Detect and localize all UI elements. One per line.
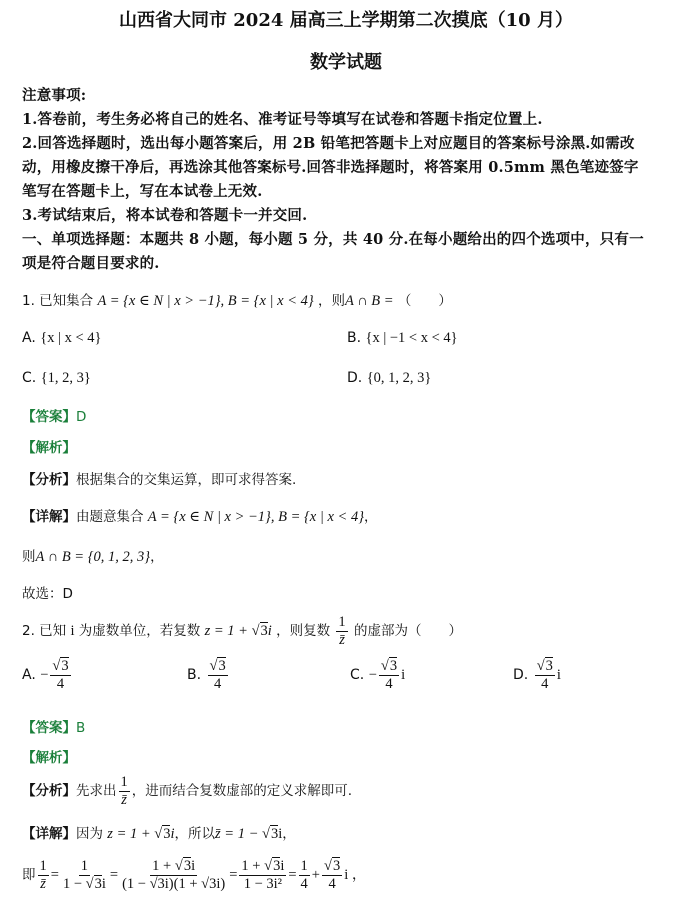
frac-num: 3	[332, 858, 341, 874]
section-heading-a: 一、单项选择题：本题共 8 小题，每小题 5 分，共 40 分.在每小题给出的四个选项中，只有一	[22, 231, 644, 248]
option-label: D.	[513, 667, 529, 684]
section-heading-b: 项是符合题目要求的.	[22, 255, 160, 272]
frac-num-sqrt: 3	[273, 858, 281, 874]
answer-tag: 【答案】	[22, 720, 76, 736]
fenxi-tag: 【分析】	[22, 783, 76, 800]
xiangjie-text-c: ，	[282, 826, 296, 842]
option-value: {1, 2, 3}	[40, 370, 91, 386]
option-sign: −	[368, 667, 377, 684]
option-label: C.	[350, 667, 365, 684]
frac-den: 1 − 3i²	[243, 875, 283, 892]
frac-num: 3	[218, 658, 226, 674]
deriv-frac-1	[38, 858, 49, 892]
q1-suffix: ，则	[317, 293, 345, 309]
xiangjie-i2: i	[278, 826, 283, 842]
xiangjie-zbar: z̄ = 1 −	[215, 826, 262, 842]
frac-num: 1 +	[152, 858, 175, 874]
q1-paren: （ ）	[397, 293, 452, 309]
q2-mid2: ，则复数	[276, 623, 331, 640]
q1-stem	[22, 289, 452, 310]
answer-tag: 【答案】	[22, 409, 76, 425]
frac-num: 1 +	[241, 858, 265, 874]
xiangjie-i: i	[170, 826, 175, 842]
q1-choose: 故选：D	[22, 586, 73, 602]
deriv-frac-5	[299, 858, 310, 892]
frac-den: 4	[214, 675, 222, 692]
q1-prefix: 1. 已知集合	[22, 293, 94, 309]
option-value: {x | −1 < x < 4}	[365, 330, 458, 346]
q2-sqrt3: 3	[260, 623, 268, 640]
frac-den: z̄	[40, 875, 46, 892]
q1-analysis-tag	[22, 436, 76, 456]
q1-xiangjie	[22, 505, 378, 526]
q1-then	[22, 545, 164, 566]
derivation-ji: 即	[22, 867, 36, 884]
frac-num: 1	[300, 858, 308, 874]
option-label: A.	[22, 667, 36, 684]
frac-den: z̄	[121, 791, 127, 808]
q2-answer	[22, 716, 85, 736]
q1-option-b	[347, 330, 458, 347]
frac-den: 4	[300, 875, 308, 892]
xiangjie-end: ，	[364, 509, 378, 525]
option-fraction: $\frac{√3}{4}$	[536, 658, 553, 692]
q2-prefix: 2. 已知	[22, 623, 67, 640]
frac-den: (1 − √3i)(1 + √3i)	[122, 875, 226, 892]
then-end: ，	[150, 549, 164, 565]
q1-option-a	[22, 330, 101, 347]
option-fraction: $\frac{√3}{4}$	[380, 658, 398, 692]
analysis-tag: 【解析】	[22, 440, 76, 456]
frac-den: 1 −	[62, 875, 86, 892]
frac-num: 1	[120, 774, 128, 790]
xiangjie-tag: 【详解】	[22, 509, 76, 525]
deriv-frac-2: $\frac{1}{1 - √3i}$	[62, 858, 106, 892]
frac-num: 3	[61, 658, 69, 674]
q2-option-c	[350, 658, 405, 692]
frac-num: 3	[545, 658, 553, 674]
xiangjie-text-b: ，所以	[174, 826, 216, 842]
option-sign: −	[40, 667, 49, 684]
derivation-tail: i ，	[344, 867, 367, 884]
then-text: 则	[22, 549, 36, 565]
analysis-tag: 【解析】	[22, 750, 76, 766]
q2-option-d	[513, 658, 561, 692]
frac-den-i: i	[101, 875, 106, 892]
fenxi-text-b: ，进而结合复数虚部的定义求解即可.	[131, 783, 353, 800]
frac-num-sqrt: 3	[183, 858, 192, 874]
exam-title: 山西省大同市 2024 届高三上学期第二次摸底（10 月）	[119, 10, 573, 31]
frac-den: 4	[328, 875, 336, 892]
equals-2: =	[109, 867, 119, 884]
xiangjie-expr: A = {x ∈ N | x > −1}, B = {x | x < 4}	[147, 509, 364, 525]
option-label: A.	[22, 330, 36, 346]
q1-answer	[22, 405, 86, 425]
q2-i-unit: i	[70, 623, 75, 640]
fenxi-tag: 【分析】	[22, 472, 76, 488]
q2-stem: 2. 已知 i 为虚数单位，若复数 z = 1 + √3i ，则复数 $\frac{1}{z̄}$ 的虚部为（ ）	[22, 614, 462, 648]
option-i: i	[401, 667, 406, 684]
frac-num: 1	[80, 858, 89, 874]
q2-frac-num: 1	[338, 614, 346, 630]
xiangjie-sqrt3: 3	[163, 826, 171, 842]
xiangjie-text: 由题意集合	[76, 509, 144, 525]
option-fraction: $\frac{√3}{4}$	[209, 658, 226, 692]
equals-4: =	[288, 867, 297, 884]
xiangjie-text-a: 因为	[76, 826, 103, 842]
answer-value: D	[76, 409, 87, 425]
frac-den: 4	[385, 675, 393, 692]
option-fraction: $\frac{√3}{4}$	[52, 658, 69, 692]
fenxi-text-a: 先求出	[76, 783, 117, 800]
frac-den: 4	[56, 675, 65, 692]
xiangjie-sqrt3b: 3	[270, 826, 279, 842]
q1-option-d	[347, 370, 431, 387]
frac-num-i: i	[191, 858, 196, 874]
option-label: B.	[187, 667, 202, 684]
frac-num: 3	[389, 658, 398, 674]
q2-i-var: i	[267, 623, 272, 640]
option-i: i	[556, 667, 561, 684]
equals-3: =	[229, 867, 238, 884]
frac-num: 1	[39, 858, 47, 874]
fenxi-text: 根据集合的交集运算，即可求得答案.	[76, 472, 297, 488]
notice-item-2b: 动，用橡皮擦干净后，再选涂其他答案标号.回答非选择题时，将答案用 0.5mm 黑色笔迹签字	[22, 159, 639, 176]
frac-num-i: i	[280, 858, 285, 874]
q2-option-b	[187, 658, 230, 692]
xiangjie-tag: 【详解】	[22, 826, 76, 842]
deriv-frac-4: $\frac{1 + √3i}{\text{1 − 3i²}}$	[241, 858, 285, 892]
q2-derivation	[22, 858, 366, 892]
option-value: {0, 1, 2, 3}	[366, 370, 432, 386]
deriv-frac-6: $\frac{√3}{4}$	[323, 858, 341, 892]
q2-xiangjie: 【详解】因为 z = 1 + √3i，所以z̄ = 1 − √3i，	[22, 826, 296, 842]
answer-value: B	[76, 720, 86, 736]
q2-fenxi	[22, 774, 352, 808]
q2-frac-den: z̄	[339, 631, 345, 648]
q2-suffix: 的虚部为（ ）	[353, 623, 462, 640]
q1-fenxi	[22, 468, 296, 488]
exam-subtitle: 数学试题	[310, 52, 382, 73]
plus-sign: +	[311, 867, 320, 884]
xiangjie-z: z = 1 +	[107, 826, 155, 842]
notice-heading: 注意事项:	[22, 87, 87, 104]
frac-den: 4	[541, 675, 549, 692]
q1-set-expr: A = {x ∈ N | x > −1}, B = {x | x < 4}	[97, 293, 314, 309]
option-label: B.	[347, 330, 362, 346]
option-label: D.	[347, 370, 363, 386]
q2-z-expr: z = 1 +	[204, 623, 252, 640]
q2-analysis-tag	[22, 746, 76, 766]
equals-1: =	[50, 867, 59, 884]
q1-option-c	[22, 370, 91, 387]
notice-item-2c: 笔写在答题卡上，写在本试卷上无效.	[22, 183, 263, 200]
q1-intersection: A ∩ B =	[344, 293, 394, 309]
notice-item-2a: 2.回答选择题时，选出每小题答案后，用 2B 铅笔把答题卡上对应题目的答案标号涂黑.如需改	[22, 135, 635, 152]
notice-item-1: 1.答卷前，考生务必将自己的姓名、准考证号等填写在试卷和答题卡指定位置上.	[22, 111, 543, 128]
option-label: C.	[22, 370, 37, 386]
q2-mid: 为虚数单位，若复数	[78, 623, 201, 640]
frac-den-sqrt: 3	[94, 875, 102, 892]
option-value: {x | x < 4}	[40, 330, 102, 346]
q2-option-a	[22, 658, 73, 692]
q2-fraction	[336, 614, 347, 648]
then-expr: A ∩ B = {0, 1, 2, 3}	[35, 549, 151, 565]
notice-item-3: 3.考试结束后，将本试卷和答题卡一并交回.	[22, 207, 308, 224]
fenxi-fraction	[119, 774, 130, 808]
deriv-frac-3: $\frac{1 + √3i}{(1 - √3i)(1 + √3i)}$	[122, 858, 226, 892]
